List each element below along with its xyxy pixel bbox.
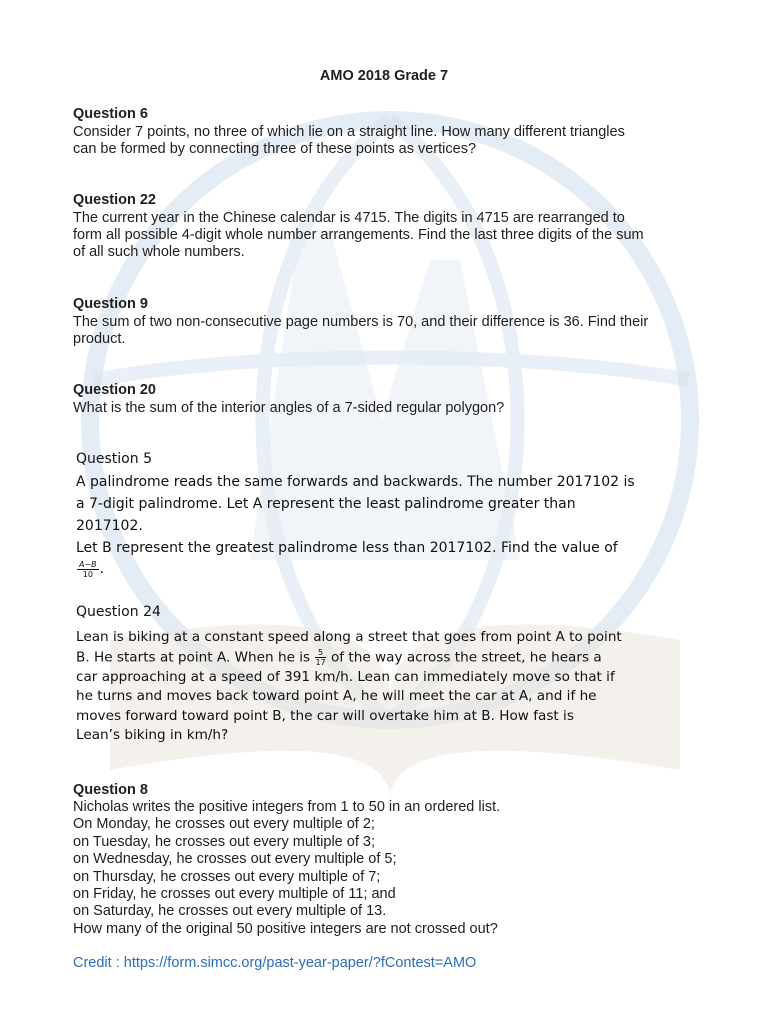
question-8-heading: Question 8 [73, 782, 148, 798]
question-8-text: Nicholas writes the positive integers from 1 to 50 in an ordered list. On Monday, he crosses out every multiple of 2; on Tuesday, he crosses out every multiple of 3; on Wednesday, he crosses out every multiple of 5; on Thursday, he crosses out every multiple of 7; on Friday, he crosses out every multiple of 11; and on Saturday, he crosses out every multiple of 13. How many of the original 50 positive integers are not crossed out? [73, 799, 501, 937]
question-20-text: What is the sum of the interior angles of a 7-sided regular polygon? [73, 400, 505, 416]
question-5-heading: Question 5 [76, 451, 152, 467]
question-6-text: Consider 7 points, no three of which lie on a straight line. How many different triangles can be formed by connecting three of these points as vertices? [73, 124, 625, 157]
credit-link[interactable]: Credit : https://form.simcc.org/past-year-paper/?fContest=AMO [73, 955, 477, 971]
document-title: AMO 2018 Grade 7 [319, 68, 449, 84]
question-24-fraction: $\frac{5}{17}$ [315, 647, 326, 667]
question-24-text: Lean is biking at a constant speed along a street that goes from point A to point B. He starts at point A. When he is $\frac{5}{17}$ of the way across the street, he hears a car approaching at a speed of 391 km/h. Lean can immediately move so that if he turns and moves back toward point A, he will meet the car at A, and if he moves forward toward point B, the car will overtake him at B. How fast is Lean’s biking in km/h? [76, 629, 622, 744]
question-5-text: A palindrome reads the same forwards and backwards. The number 2017102 is a 7-digit palindrome. Let A represent the least palindrome greater than 2017102. Let B represent the greatest palindrome less than 2017102. Find the value of $\frac{A-B}{10}$ . [76, 474, 635, 579]
question-22-text: The current year in the Chinese calendar is 4715. The digits in 4715 are rearranged to form all possible 4-digit whole number arrangements. Find the last three digits of the sum of all such whole numbers. [73, 210, 644, 260]
question-22-heading: Question 22 [73, 192, 156, 208]
question-6-heading: Question 6 [73, 106, 148, 122]
question-5-fraction: $\frac{A-B}{10}$ [79, 559, 97, 579]
question-9-heading: Question 9 [73, 296, 148, 312]
question-24-heading: Question 24 [76, 604, 161, 620]
question-20-heading: Question 20 [73, 382, 156, 398]
question-9-text: The sum of two non-consecutive page numbers is 70, and their difference is 36. Find their product. [73, 314, 649, 347]
